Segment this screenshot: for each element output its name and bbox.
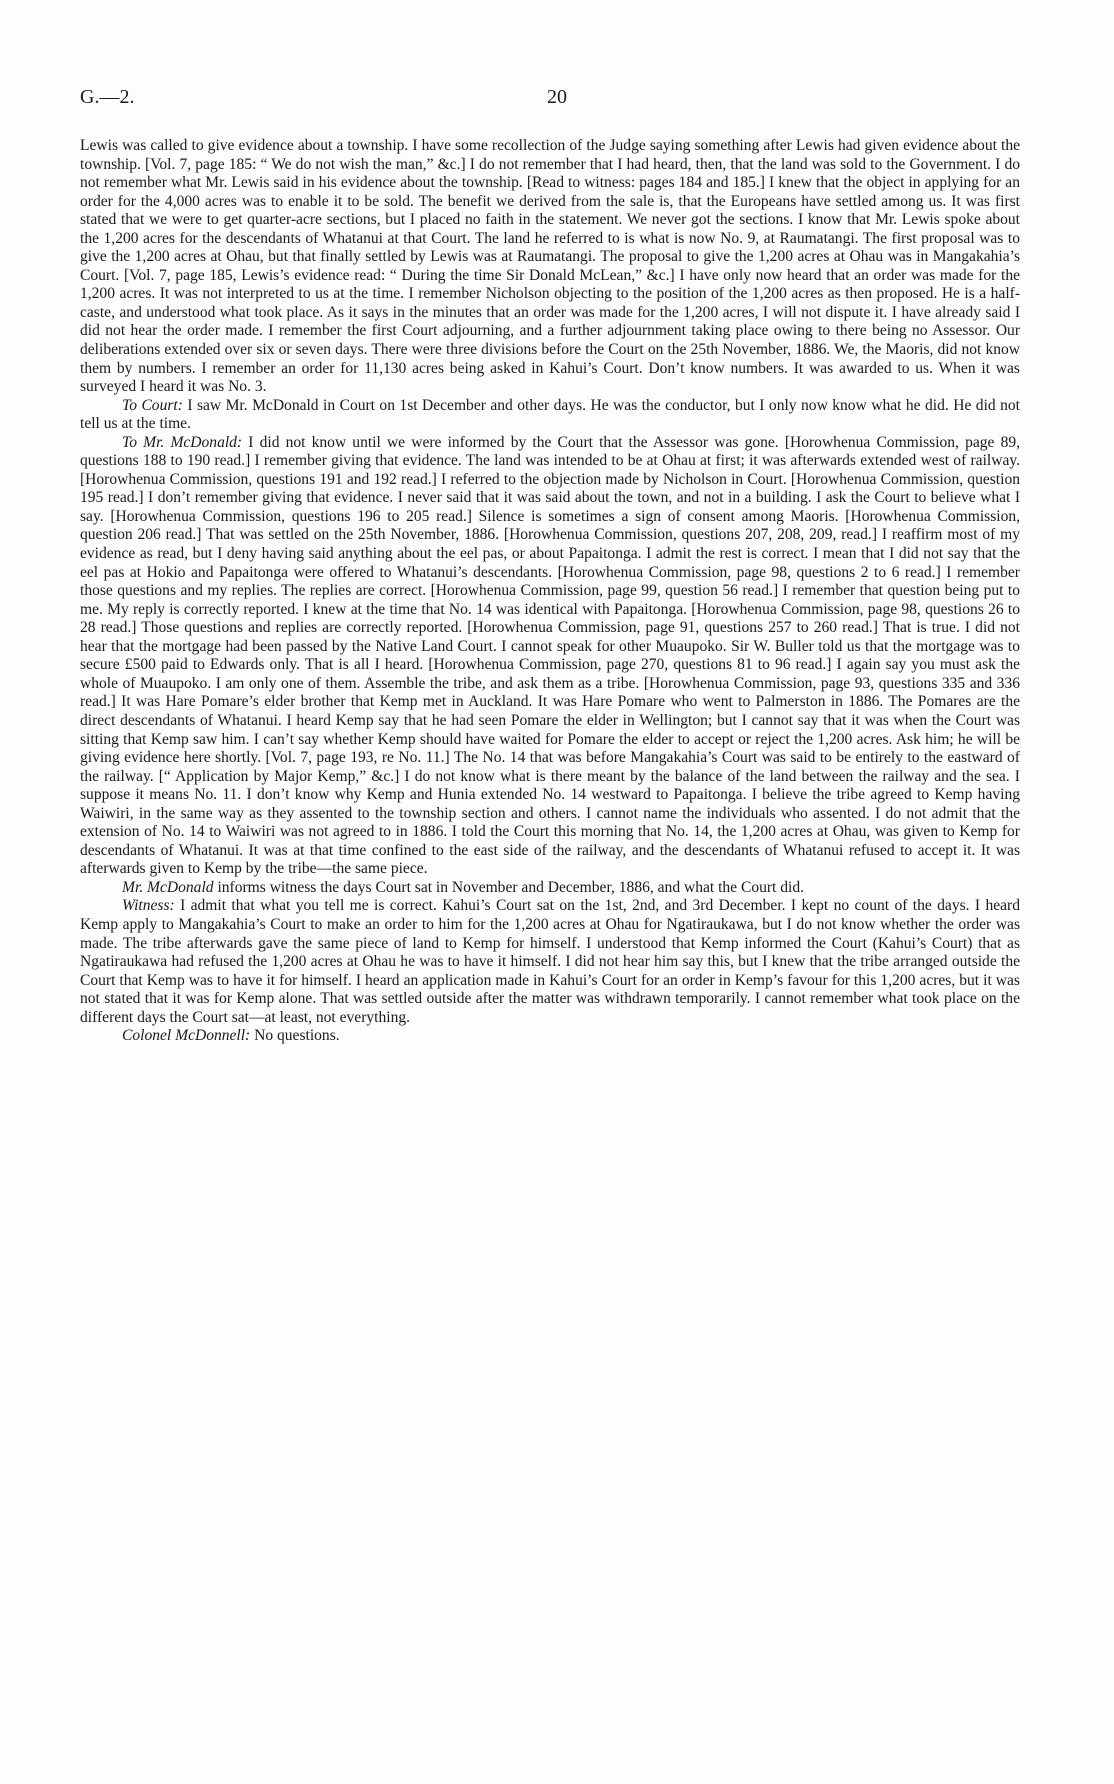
paragraph [80,137,1020,397]
paragraph [80,434,1020,879]
document-body [80,137,1020,1046]
speaker-label: To Court: [122,396,183,414]
paragraph [80,1027,1020,1046]
paragraph-text: No questions. [254,1027,340,1045]
page-header [80,86,1034,114]
speaker-label: Mr. McDonald [122,878,214,896]
paragraph-text: Lewis was called to give evidence about a township. I have some recollection of the Judge saying something after Lewis had given evidence about the township. [Vol. 7, page 185: “ We do not wish the man,” &c.] I do not remember that I had heard, then, that the land was sold to the Government. I do not remember what Mr. Lewis said in his evidence about the township. [Read to witness: pages 184 and 185.] I knew that the object in applying for an order for the 4,000 acres was to enable it to be sold. The benefit we derived from the sale is, that the Europeans have settled among us. It was first stated that we were to get quarter-acre sections, but I placed no faith in the statement. We never got the sections. I know that Mr. Lewis spoke about the 1,200 acres for the descendants of Whatanui at that Court. The land he referred to is what is now No. 9, at Raumatangi. The first proposal was to give the 1,200 acres at Ohau, but that finally settled by Lewis was at Raumatangi. The proposal to give the 1,200 acres at Ohau was in Mangakahia’s Court. [Vol. 7, page 185, Lewis’s evidence read: “ During the time Sir Donald McLean,” &c.] I have only now heard that an order was made for the 1,200 acres. It was not interpreted to us at the time. I remember Nicholson objecting to the position of the 1,200 acres as then proposed. He is a half-caste, and understood what took place. As it says in the minutes that an order was made for the 1,200 acres, I will not dispute it. I have already said I did not hear the order made. I remember the first Court adjourning, and a further adjournment taking place owing to there being no Assessor. Our deliberations extended over six or seven days. There were three divisions before the Court on the 25th November, 1886. We, the Maoris, did not know them by numbers. I remember an order for 11,130 acres being asked in Kahui’s Court. Don’t know numbers. It was awarded to us. When it was surveyed I heard it was No. 3. [80,137,1020,396]
speaker-label: Colonel McDonnell: [122,1027,251,1045]
paragraph-text: I saw Mr. McDonald in Court on 1st December and other days. He was the conductor, but I only now know what he did. He did not tell us at the time. [80,396,1020,433]
paragraph [80,897,1020,1027]
paragraph [80,879,1020,898]
paragraph-text: informs witness the days Court sat in November and December, 1886, and what the Court did. [217,878,805,896]
paragraph-text: I admit that what you tell me is correct. Kahui’s Court sat on the 1st, 2nd, and 3rd December. I kept no count of the days. I heard Kemp apply to Mangakahia’s Court to make an order to him for the 1,200 acres at Ohau for Ngatiraukawa, but I do not know whether the order was made. The tribe afterwards gave the same piece of land to Kemp for himself. I understood that Kemp informed the Court (Kahui’s Court) that as Ngatiraukawa had refused the 1,200 acres at Ohau he was to have it himself. I did not hear him say this, but I knew that the tribe arranged outside the Court that Kemp was to have it for himself. I heard an application made in Kahui’s Court for an order in Kemp’s favour for this 1,200 acres, but it was not stated that it was for Kemp alone. That was settled outside after the matter was withdrawn temporarily. I cannot remember what took place on the different days the Court sat—at least, not everything. [80,897,1021,1026]
page-number: 20 [547,86,567,108]
speaker-label: Witness: [122,897,175,915]
paragraph [80,397,1020,434]
paragraph-text: I did not know until we were informed by the Court that the Assessor was gone. [Horowhenua Commission, page 89, questions 188 to 190 read.] I remember giving that evidence. The land was intended to be at Ohau at first; it was afterwards extended west of railway. [Horowhenua Commission, questions 191 and 192 read.] I referred to the objection made by Nicholson in Court. [Horowhenua Commission, question 195 read.] I don’t remember giving that evidence. I never said that it was said about the town, and not in a building. I ask the Court to believe what I say. [Horowhenua Commission, questions 196 to 205 read.] Silence is sometimes a sign of consent among Maoris. [Horowhenua Commission, question 206 read.] That was settled on the 25th November, 1886. [Horowhenua Commission, questions 207, 208, 209, read.] I reaffirm most of my evidence as read, but I deny having said anything about the eel pas, or about Papaitonga. I admit the rest is correct. I mean that I did not say that the eel pas at Hokio and Papaitonga were offered to Whatanui’s descendants. [Horowhenua Commission, page 98, questions 2 to 6 read.] I remember those questions and my replies. The replies are correct. [Horowhenua Commission, page 99, question 56 read.] I remember that question being put to me. My reply is correctly reported. I knew at the time that No. 14 was identical with Papaitonga. [Horowhenua Commission, page 98, questions 26 to 28 read.] Those questions and replies are correctly reported. [Horowhenua Commission, page 91, questions 257 to 260 read.] That is true. I did not hear that the mortgage had been passed by the Native Land Court. I cannot speak for other Muaupoko. Sir W. Buller told us that the mortgage was to secure £500 paid to Edwards only. That is all I heard. [Horowhenua Commission, page 270, questions 81 to 96 read.] I again say you must ask the whole of Muaupoko. I am only one of them. Assemble the tribe, and ask them as a tribe. [Horowhenua Commission, page 93, questions 335 and 336 read.] It was Hare Pomare’s elder brother that Kemp met in Auckland. It was Hare Pomare who went to Palmerston in 1886. The Pomares are the direct descendants of Whatanui. I heard Kemp say that he had seen Pomare the elder in Wellington; but I cannot say that it was when the Court was sitting that Kemp saw him. I can’t say whether Kemp should have waited for Pomare the elder to accept or reject the 1,200 acres. Ask him; he will be giving evidence here shortly. [Vol. 7, page 193, re No. 11.] The No. 14 that was before Mangakahia’s Court was said to be entirely to the eastward of the railway. [“ Application by Major Kemp,” &c.] I do not know what is there meant by the balance of the land between the railway and the sea. I suppose it means No. 11. I don’t know why Kemp and Hunia extended No. 14 westward to Papaitonga. I believe the tribe agreed to Kemp having Waiwiri, in the same way as they assented to the township section and others. I cannot name the individuals who assented. I do not admit that the extension of No. 14 to Waiwiri was not agreed to in 1886. I told the Court this morning that No. 14, the 1,200 acres at Ohau, was given to Kemp for descendants of Whatanui. It was at that time confined to the east side of the railway, and the descendants of Whatanui refused to accept it. It was afterwards given to Kemp by the tribe—the same piece. [80,433,1021,878]
series-number: G.—2. [80,86,135,108]
speaker-label: To Mr. McDonald: [122,433,243,451]
